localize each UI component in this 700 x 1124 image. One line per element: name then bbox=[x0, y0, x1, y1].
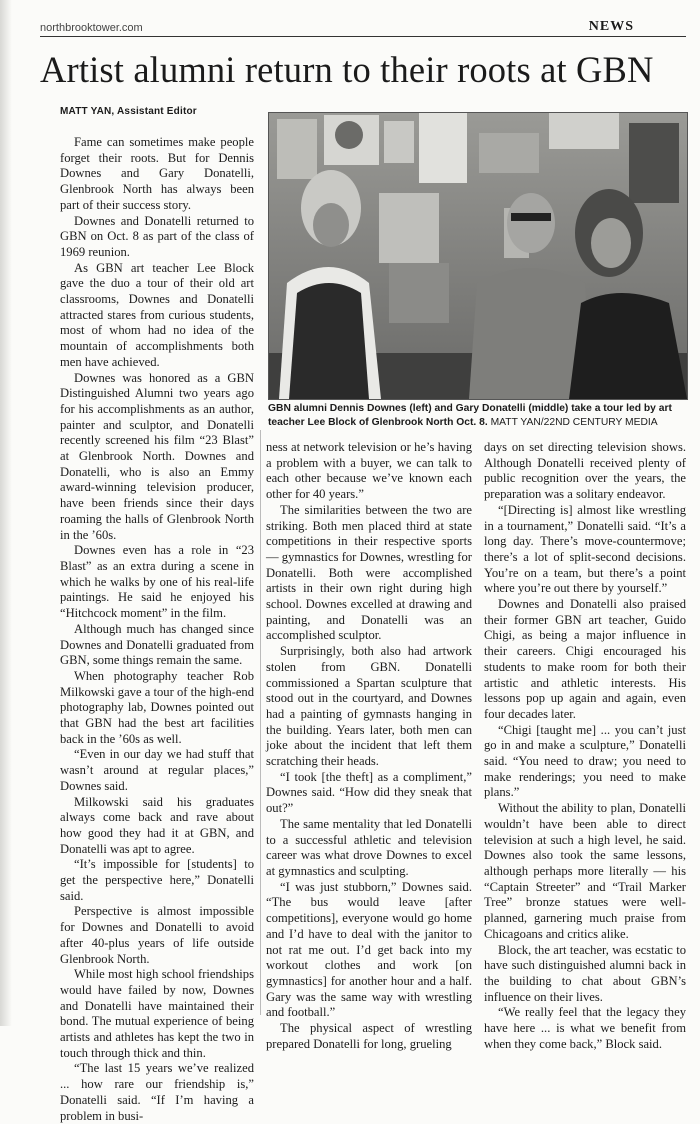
paragraph: Downes and Donatelli also praised their former GBN art teacher, Guido Chigi, as being a major influence in their careers. Chigi encouraged his students to make room for both their artistic and athletic interests. His lessons pop up again and again, even four decades later. bbox=[484, 597, 686, 721]
paragraph: Downes and Donatelli returned to GBN on Oct. 8 as part of the class of 1969 reunion. bbox=[60, 213, 254, 259]
paragraph: “I was just stubborn,” Downes said. “The bus would leave [after competitions], everyone would go home and I’d have to deal with the janitor to not rat me out. I’d get back into my workout clothes and work [on gymnastics] for another hour and a half. Gary was the same way with wrestling and football.” bbox=[266, 879, 472, 1020]
paragraph: “The last 15 years we’ve realized ... how rare our friendship is,” Donatelli said. “If I’m having a problem in busi- bbox=[60, 1061, 254, 1123]
photo-illustration bbox=[269, 113, 687, 399]
section-label: NEWS bbox=[588, 19, 634, 34]
caption-text: GBN alumni Dennis Downes (left) and Gary Donatelli (middle) take a tour led by art teacher Lee Block of Glenbrook North Oct. 8. bbox=[268, 403, 672, 428]
site-url: northbrooktower.com bbox=[40, 22, 143, 34]
paragraph: While most high school friendships would have failed by now, Downes and Donatelli have maintained their bond. The mutual experience of being artists and athletes has kept the two in touch through thick and thin. bbox=[60, 967, 254, 1060]
column-divider bbox=[260, 430, 261, 1015]
paragraph: “Even in our day we had stuff that wasn’t around at regular places,” Downes said. bbox=[60, 747, 254, 793]
paragraph: When photography teacher Rob Milkowski gave a tour of the high-end photography lab, Downes pointed out that GBN had the best art facilities back in the ’60s as well. bbox=[60, 668, 254, 746]
paragraph: Milkowski said his graduates always come back and rave about how good they had it at GBN, and Donatelli was apt to agree. bbox=[60, 794, 254, 856]
headline: Artist alumni return to their roots at GBN bbox=[40, 49, 654, 90]
paragraph: Block, the art teacher, was ecstatic to have such distinguished alumni back in the building to chat about GBN’s influence on their lives. bbox=[484, 942, 686, 1004]
photo-credit: MATT YAN/22ND CENTURY MEDIA bbox=[490, 416, 658, 428]
paragraph: Fame can sometimes make people forget their roots. But for Dennis Downes and Gary Donatelli, Glenbrook North has always been part of their success story. bbox=[60, 135, 254, 212]
paragraph: The similarities between the two are striking. Both men placed third at state competitions in their respective sports — gymnastics for Downes, wrestling for Donatelli. Both were accomplished artists in their own right during high school. Downes excelled at drawing and painting, and Donatelli was an accomplished sculptor. bbox=[266, 502, 472, 643]
article-photo bbox=[268, 112, 688, 400]
paragraph: Without the ability to plan, Donatelli wouldn’t have been able to direct television at such a high level, he said. Downes also took the same lessons, although perhaps more literally — his “Captain Streeter” and “Trail Marker Tree” bronze statues were well-planned, garnering much praise from Chicagoans and critics alike. bbox=[484, 801, 686, 941]
byline: MATT YAN, Assistant Editor bbox=[60, 106, 197, 117]
paragraph: Surprisingly, both also had artwork stolen from GBN. Donatelli commissioned a Spartan sculpture that stood out in the courtyard, and Downes had a painting of gymnasts hanging in the building. Years later, both men can joke about the incident that left them scratching their heads. bbox=[266, 644, 472, 769]
paragraph: Perspective is almost impossible for Downes and Donatelli to avoid after 40-plus years of life outside Glenbrook North. bbox=[60, 904, 254, 966]
paragraph: “Chigi [taught me] ... you can’t just go in and make a sculpture,” Donatelli said. “You need to draw; you need to make renderings; you need to make plans.” bbox=[484, 722, 686, 800]
article-column-1 bbox=[60, 135, 254, 1124]
paragraph: “[Directing is] almost like wrestling in a tournament,” Donatelli said. “It’s a long day. There’s move-countermove; there’s a lot of split-second decisions. You’re on a team, but there’s a point where you’re out there by yourself.” bbox=[484, 502, 686, 596]
paragraph: The same mentality that led Donatelli to a successful athletic and television career was what drove Downes to excel at gymnastics and sculpting. bbox=[266, 816, 472, 878]
photo-caption bbox=[268, 402, 688, 429]
paragraph: Downes was honored as a GBN Distinguished Alumni two years ago for his accomplishments as an author, painter and sculptor, and Donatelli recently screened his film “23 Blast” at Glenbrook North. Downes and Donatelli, who is also an Emmy award-winning television producer, have been friends since their days roaming the halls of Glenbrook North in the ’60s. bbox=[60, 370, 254, 542]
article-column-2 bbox=[266, 440, 472, 1052]
scan-edge bbox=[0, 0, 12, 1026]
paragraph: ness at network television or he’s having a problem with a buyer, we can talk to each other because we’ve known each other for 40 years.” bbox=[266, 440, 472, 502]
page-header bbox=[40, 14, 686, 37]
paragraph: “We really feel that the legacy they have here ... is what we benefit from when they come back,” Block said. bbox=[484, 1005, 686, 1051]
paragraph: “I took [the theft] as a compliment,” Downes said. “How did they sneak that out?” bbox=[266, 769, 472, 816]
paragraph: As GBN art teacher Lee Block gave the duo a tour of their old art classrooms, Downes and Donatelli attracted stares from curious students, most of whom had no idea of the mountain of accomplishments both men have achieved. bbox=[60, 260, 254, 369]
paragraph: Although much has changed since Downes and Donatelli graduated from GBN, some things remain the same. bbox=[60, 621, 254, 668]
paragraph: “It’s impossible for [students] to get the perspective here,” Donatelli said. bbox=[60, 857, 254, 903]
paragraph: The physical aspect of wrestling prepared Donatelli for long, grueling bbox=[266, 1021, 472, 1051]
article-column-3 bbox=[484, 440, 686, 1052]
paragraph: Downes even has a role in “23 Blast” as an extra during a scene in which he walks by one of his real-life paintings. He said he enjoyed his “Hitchcock moment” in the film. bbox=[60, 543, 254, 621]
paragraph: days on set directing television shows. Although Donatelli received plenty of public recognition over the years, the preparation was a solitary endeavor. bbox=[484, 440, 686, 502]
